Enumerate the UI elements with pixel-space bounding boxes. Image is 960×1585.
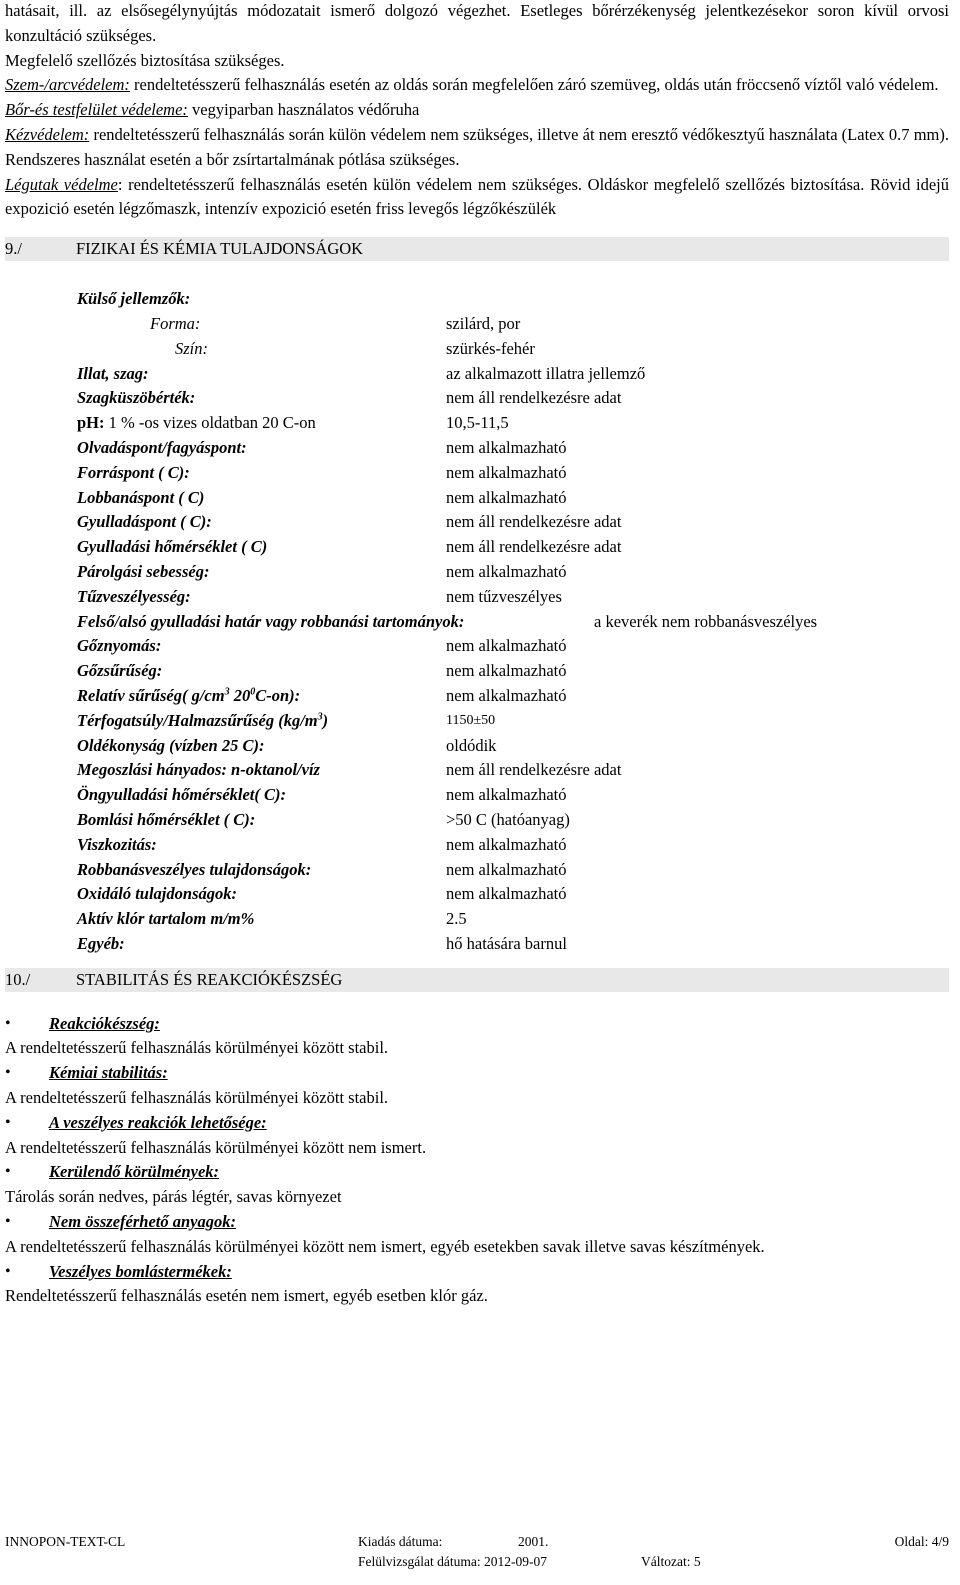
property-row — [77, 411, 949, 436]
property-row — [77, 510, 949, 535]
list-item-title: Veszélyes bomlástermékek: — [49, 1261, 232, 1281]
explosive-limits-value: a keverék nem robbanásveszélyes — [594, 611, 818, 631]
footer-issue-label: Kiadás dátuma: — [358, 1534, 443, 1549]
respiratory-protection-text: : rendeltetésszerű felhasználás esetén külön védelem nem szükséges. Oldáskor megfelelő szellőzés biztosítása. Rövid idejű expozició esetén légzőmaszk, intenzív expozició esetén friss levegős légzőkészülék — [5, 174, 949, 219]
property-label: Gőznyomás: — [77, 636, 162, 656]
property-row — [77, 312, 949, 337]
property-row — [77, 560, 949, 585]
bulk-label-b: ) — [322, 710, 329, 730]
property-label: Viszkozitás: — [77, 834, 157, 854]
list-item — [5, 1012, 949, 1037]
property-value: >50 C (hatóanyag) — [446, 809, 570, 829]
property-value: oldódik — [446, 735, 497, 755]
property-value: nem alkalmazható — [446, 785, 567, 805]
list-item-text: A rendeltetésszerű felhasználás körülményei között stabil. — [5, 1088, 389, 1108]
list-item-text: A rendeltetésszerű felhasználás körülményei között stabil. — [5, 1038, 389, 1058]
property-label: Aktív klór tartalom m/m% — [77, 909, 255, 929]
relative-density-label — [77, 684, 300, 709]
property-value: nem alkalmazható — [446, 487, 567, 507]
ph-label-bold: pH: — [77, 413, 105, 433]
bullet-icon: • — [5, 1113, 11, 1131]
relative-density-value: nem alkalmazható — [446, 685, 567, 705]
list-item-title: Reakciókészség: — [49, 1013, 160, 1033]
property-value: az alkalmazott illatra jellemző — [446, 363, 646, 383]
property-label: Párolgási sebesség: — [77, 561, 210, 581]
property-label: Olvadáspont/fagyáspont: — [77, 437, 247, 457]
property-row — [77, 535, 949, 560]
physical-properties — [77, 287, 949, 957]
list-item — [5, 1061, 949, 1086]
property-row — [77, 659, 949, 684]
density-label-c: C-on): — [255, 685, 301, 705]
hand-protection-label: Kézvédelem: — [5, 124, 90, 144]
bullet-icon: • — [5, 1262, 11, 1280]
eye-protection-label: Szem-/arcvédelem: — [5, 75, 130, 95]
property-value: nem alkalmazható — [446, 561, 567, 581]
property-row — [77, 386, 949, 411]
property-row — [77, 436, 949, 461]
list-item — [5, 1111, 949, 1136]
property-label: Öngyulladási hőmérséklet( C): — [77, 785, 286, 805]
property-value: nem áll rendelkezésre adat — [446, 760, 622, 780]
property-row — [77, 858, 949, 883]
property-row — [77, 684, 949, 709]
property-value: hő hatására barnul — [446, 933, 567, 953]
property-row — [77, 734, 949, 759]
property-value: nem áll rendelkezésre adat — [446, 388, 622, 408]
density-sup-2: 0 — [250, 686, 256, 698]
footer-page-number: Oldal: 4/9 — [894, 1534, 949, 1549]
list-item-title: A veszélyes reakciók lehetősége: — [49, 1112, 267, 1132]
eye-protection — [5, 73, 949, 98]
property-row — [77, 907, 949, 932]
property-value: nem tűzveszélyes — [446, 586, 562, 606]
density-sup-1: 3 — [224, 686, 230, 698]
skin-protection-text: vegyiparban használatos védőruha — [187, 100, 420, 120]
footer-issue-value: 2001. — [518, 1534, 549, 1549]
property-value: nem alkalmazható — [446, 834, 567, 854]
section-10-title: STABILITÁS ÉS REAKCIÓKÉSZSÉG — [76, 969, 343, 989]
ventilation-text: Megfelelő szellőzés biztosítása szükséges. — [5, 50, 285, 70]
property-value: nem alkalmazható — [446, 636, 567, 656]
respiratory-protection — [5, 173, 949, 223]
bulk-density-label — [77, 709, 328, 734]
property-label: Robbanásveszélyes tulajdonságok: — [77, 859, 312, 879]
first-aid-text: hatásait, ill. az elsősegélynyújtás módozatait ismerő dolgozó végezhet. Esetleges bőrérzékenység jelentkezésekor soron kívül orvosi konzultáció szükséges. — [5, 1, 949, 45]
property-label: Megoszlási hányados: n-oktanol/víz — [77, 760, 320, 780]
property-row — [77, 808, 949, 833]
external-characteristics — [77, 287, 949, 312]
ph-value: 10,5-11,5 — [446, 413, 509, 433]
eye-protection-text: rendeltetésszerű felhasználás esetén az oldás során megfelelően záró szemüveg, oldás után fröccsenő víztől való védelem. — [129, 75, 939, 95]
bullet-icon: • — [5, 1163, 11, 1181]
hand-protection — [5, 123, 949, 173]
property-value: nem áll rendelkezésre adat — [446, 537, 622, 557]
property-row — [77, 461, 949, 486]
property-row — [77, 610, 949, 635]
document-page — [5, 0, 949, 1309]
skin-protection — [5, 98, 949, 123]
property-row — [77, 833, 949, 858]
ph-label — [77, 411, 316, 436]
property-value: nem alkalmazható — [446, 884, 567, 904]
list-item-text: A rendeltetésszerű felhasználás körülményei között nem ismert. — [5, 1137, 427, 1157]
property-row — [77, 882, 949, 907]
footer-version: Változat: 5 — [641, 1554, 701, 1569]
property-value: nem áll rendelkezésre adat — [446, 512, 622, 532]
footer-revision-date: Felülvizsgálat dátuma: 2012-09-07 — [358, 1554, 547, 1569]
list-item-title: Kerülendő körülmények: — [49, 1162, 220, 1182]
property-label: Gyulladási hőmérséklet ( C) — [77, 537, 268, 557]
property-value: nem alkalmazható — [446, 859, 567, 879]
list-item-text: A rendeltetésszerű felhasználás körülményei között nem ismert, egyéb esetekben savak illetve savas készítmények. — [5, 1236, 765, 1256]
bullet-icon: • — [5, 1014, 11, 1032]
explosive-limits-label: Felső/alsó gyulladási határ vagy robbanási tartományok: — [77, 611, 465, 631]
bulk-label-a: Térfogatsúly/Halmazsűrűség (kg/m — [77, 710, 318, 730]
section-9-title: FIZIKAI ÉS KÉMIA TULAJDONSÁGOK — [76, 239, 364, 259]
property-row — [77, 783, 949, 808]
property-value: 2.5 — [446, 909, 467, 929]
bullet-icon: • — [5, 1064, 11, 1082]
property-label: Illat, szag: — [77, 363, 149, 383]
property-row — [77, 634, 949, 659]
bulk-density-value: 1150±50 — [446, 712, 496, 728]
property-row — [77, 585, 949, 610]
section-10-header — [5, 968, 949, 992]
list-item-title: Nem összeférhető anyagok: — [49, 1212, 236, 1232]
external-label: Külső jellemzők: — [77, 289, 191, 309]
respiratory-protection-label: Légutak védelme — [5, 174, 118, 194]
property-label: Szagküszöbérték: — [77, 388, 196, 408]
list-item-text: Rendeltetésszerű felhasználás esetén nem ismert, egyéb esetben klór gáz. — [5, 1286, 488, 1306]
color-label: Szín: — [175, 338, 208, 358]
property-row — [77, 932, 949, 957]
property-value: nem alkalmazható — [446, 437, 567, 457]
property-row — [77, 486, 949, 511]
list-item-title: Kémiai stabilitás: — [49, 1063, 168, 1083]
stability-list — [5, 1012, 949, 1310]
property-label: Oldékonyság (vízben 25 C): — [77, 735, 265, 755]
bullet-icon: • — [5, 1213, 11, 1231]
property-label: Gyulladáspont ( C): — [77, 512, 212, 532]
property-label: Lobbanáspont ( C) — [77, 487, 205, 507]
property-label: Forráspont ( C): — [77, 462, 190, 482]
property-value: nem alkalmazható — [446, 661, 567, 681]
property-row — [77, 709, 949, 734]
footer-product: INNOPON-TEXT-CL — [5, 1534, 126, 1549]
property-row — [77, 758, 949, 783]
property-value: nem alkalmazható — [446, 462, 567, 482]
property-label: Oxidáló tulajdonságok: — [77, 884, 237, 904]
ph-label-rest: 1 % -os vizes oldatban 20 C-on — [104, 413, 316, 433]
form-label: Forma: — [150, 313, 201, 333]
property-label: Bomlási hőmérséklet ( C): — [77, 809, 256, 829]
density-label-a: Relatív sűrűség( g/cm — [77, 685, 225, 705]
property-label: Egyéb: — [77, 933, 125, 953]
property-label: Tűzveszélyesség: — [77, 586, 191, 606]
section-9-number: 9./ — [5, 239, 22, 259]
density-label-b: 20 — [229, 685, 251, 705]
list-item — [5, 1260, 949, 1285]
property-label: Gőzsűrűség: — [77, 661, 163, 681]
hand-protection-text: rendeltetésszerű felhasználás során külön védelem nem szükséges, illetve át nem eresztő védőkesztyű használata (Latex 0.7 mm). Rendszeres használat esetén a bőr zsírtartalmának pótlása szükséges. — [5, 124, 949, 169]
section-9-header — [5, 237, 949, 261]
section-10-number: 10./ — [5, 969, 31, 989]
bulk-sup: 3 — [317, 711, 323, 723]
list-item — [5, 1160, 949, 1185]
color-value: szürkés-fehér — [446, 338, 535, 358]
form-value: szilárd, por — [446, 313, 521, 333]
list-item — [5, 1210, 949, 1235]
list-item-text: Tárolás során nedves, párás légtér, savas környezet — [5, 1187, 342, 1207]
property-row — [77, 362, 949, 387]
property-row — [77, 337, 949, 362]
skin-protection-label: Bőr-és testfelület védeleme: — [5, 100, 188, 120]
